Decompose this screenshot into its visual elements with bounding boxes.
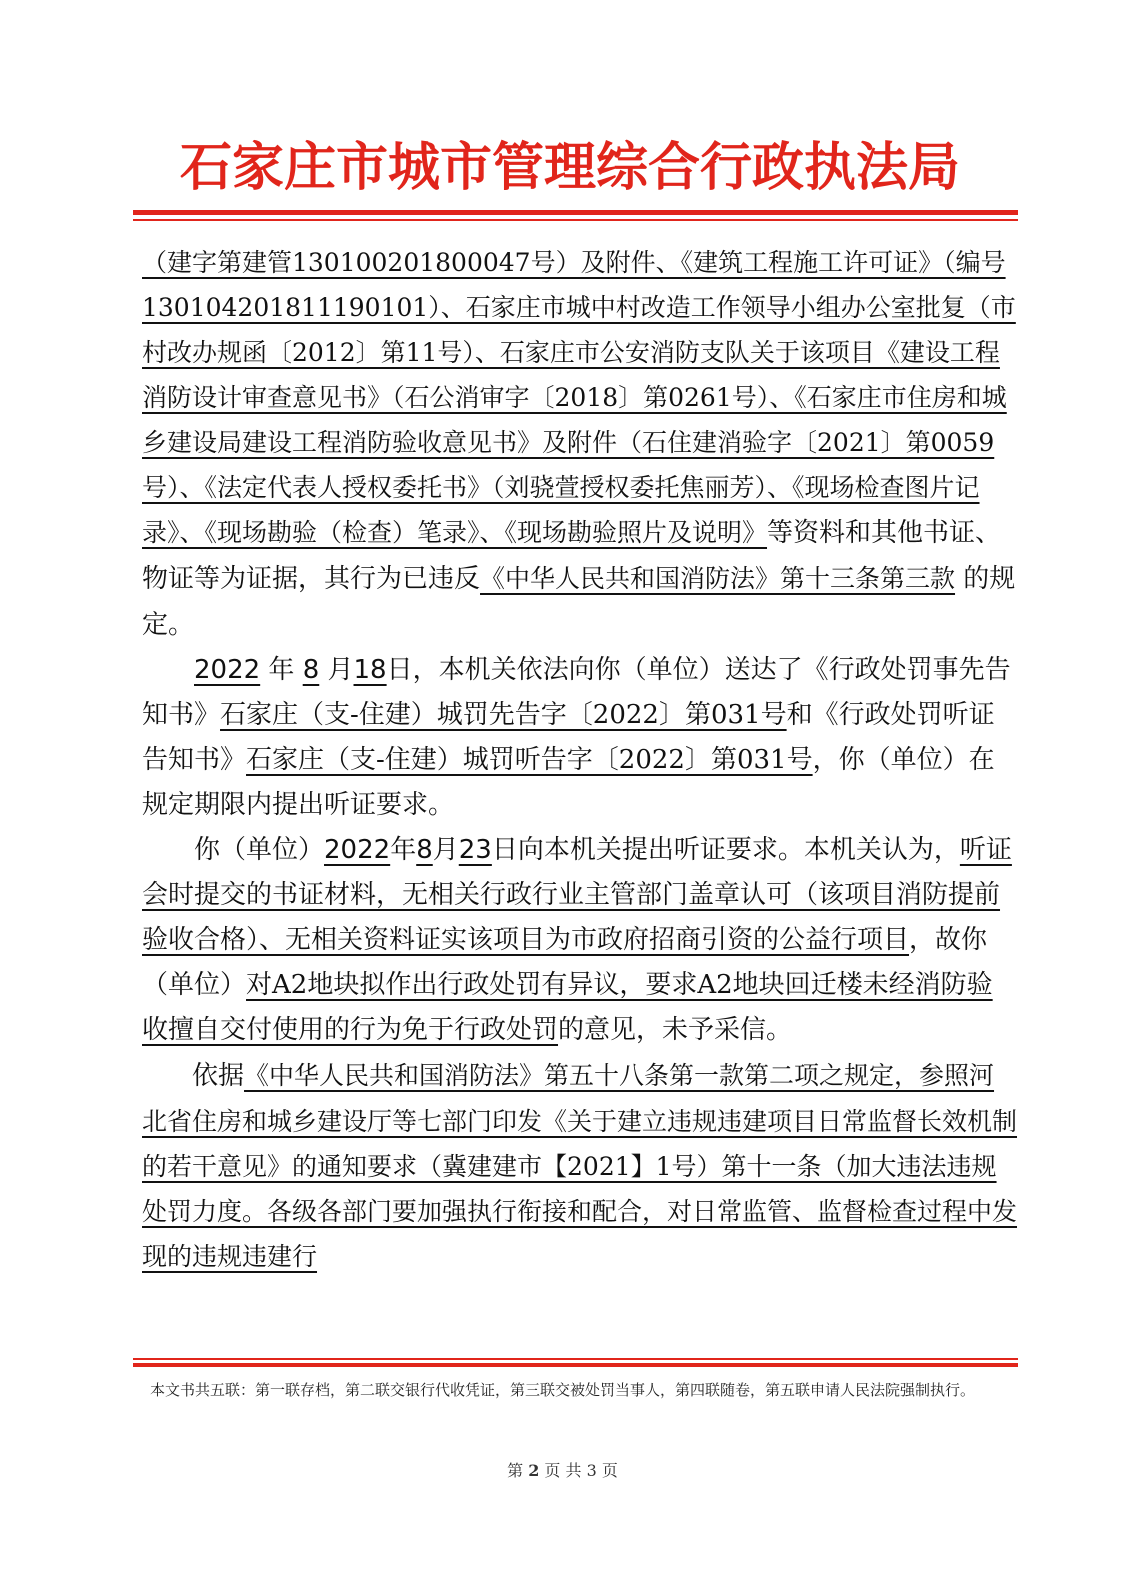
hearing-text-1: 你（单位） bbox=[194, 835, 325, 865]
page-mid: 页 共 bbox=[539, 1461, 587, 1480]
notice-year: 2022 bbox=[194, 655, 261, 685]
notice-month-unit: 月 bbox=[319, 655, 354, 685]
page-total: 3 bbox=[586, 1461, 597, 1480]
notice-doc-number-1: 石家庄（支-住建）城罚先告字〔2022〕第031号 bbox=[220, 700, 787, 730]
copies-note: 本文书共五联：第一联存档，第二联交银行代收凭证，第三联交被处罚当事人，第四联随卷，第五联申请人民法院强制执行。 bbox=[150, 1381, 976, 1399]
evidence-end: 的规定。 bbox=[142, 564, 1016, 640]
notice-month: 8 bbox=[302, 655, 320, 685]
hearing-month-unit: 月 bbox=[432, 835, 459, 865]
footer-rule-thick bbox=[133, 1363, 1018, 1367]
basis-law: 《中华人民共和国消防法》第五十八条第一款第二项之规定，参照河北省住房和城乡建设厅等七部门印发《关于建立违规违建项目日常监督长效机制的若干意见》的通知要求（冀建建市【2021】1号）第十一条（加大违法违规处罚力度。各级各部门要加强执行衔接和配合，对日常监管、监督检查过程中发现的违规违建行 bbox=[142, 1061, 1018, 1271]
hearing-text-4: 的意见，未予采信。 bbox=[558, 1015, 793, 1045]
hearing-day: 23 bbox=[458, 835, 492, 865]
paragraph-hearing bbox=[142, 828, 1017, 1053]
paragraph-notice bbox=[142, 648, 1017, 828]
header-rule-thick bbox=[133, 210, 1018, 215]
notice-text-3: ，你（单位）在规定期限内提出听证要求。 bbox=[142, 745, 995, 820]
page-number bbox=[0, 1458, 1125, 1481]
notice-doc-number-2: 石家庄（支-住建）城罚听告字〔2022〕第031号 bbox=[246, 745, 813, 775]
violated-law: 《中华人民共和国消防法》第十三条第三款 bbox=[480, 564, 956, 593]
evidence-text: 等资料和其他书证、物证等为证据，其行为已违反 bbox=[142, 518, 1002, 594]
page-suffix: 页 bbox=[596, 1461, 618, 1480]
document-body bbox=[142, 240, 1017, 1279]
hearing-year-unit: 年 bbox=[390, 835, 417, 865]
agency-title: 石家庄市城市管理综合行政执法局 bbox=[179, 137, 960, 198]
hearing-text-3: ，故你（单位） bbox=[142, 925, 988, 1000]
notice-year-unit: 年 bbox=[260, 655, 303, 685]
page-current: 2 bbox=[528, 1461, 540, 1480]
hearing-text-2: 日向本机关提出听证要求。本机关认为， bbox=[491, 835, 960, 865]
page-prefix: 第 bbox=[507, 1461, 529, 1480]
notice-day: 18 bbox=[353, 655, 387, 685]
hearing-month: 8 bbox=[416, 835, 433, 865]
hearing-year: 2022 bbox=[324, 835, 391, 865]
evidence-list: （建字第建管130100201800047号）及附件、《建筑工程施工许可证》（编号130104201811190101）、石家庄市城中村改造工作领导小组办公室批复（市村改办规函〔2012〕第11号）、石家庄市公安消防支队关于该项目《建设工程消防设计审查意见书》（石公消审字〔2018〕第0261号）、《石家庄市住房和城乡建设局建设工程消防验收意见书》及附件（石住建消验字〔2021〕第0059号）、《法定代表人授权委托书》（刘骁萱授权委托焦丽芳）、《现场检查图片记录》、《现场勘验（检查）笔录》、《现场勘验照片及说明》 bbox=[142, 248, 1016, 547]
notice-text-2: 和《行政处罚听证告知书》 bbox=[142, 700, 995, 775]
hearing-reason: 听证会时提交的书证材料，无相关行政行业主管部门盖章认可（该项目消防提前验收合格）、无相关资料证实该项目为市政府招商引资的公益行项目 bbox=[142, 835, 1012, 955]
basis-text: 依据 bbox=[192, 1061, 245, 1091]
paragraph-basis bbox=[142, 1053, 1017, 1279]
header-rule-thin bbox=[133, 219, 1018, 221]
hearing-objection: 对A2地块拟作出行政处罚有异议，要求A2地块回迁楼未经消防验收擅自交付使用的行为免于行政处罚 bbox=[142, 970, 993, 1045]
footer-rule-thin bbox=[133, 1358, 1018, 1360]
paragraph-evidence bbox=[142, 240, 1017, 648]
notice-text-1: 日，本机关依法向你（单位）送达了《行政处罚事先告知书》 bbox=[142, 655, 1011, 730]
